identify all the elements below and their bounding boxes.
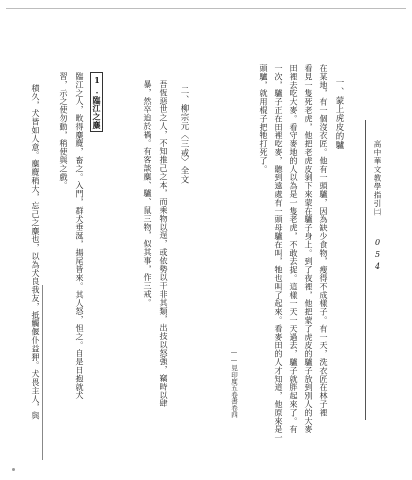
margin-rule: [42, 285, 43, 460]
section3-line: 積久，犬皆如人意。麋麑稍大，忘己之麋也，以為犬良我友，抵觸偃仆益狎。犬畏主人，與: [31, 84, 40, 420]
section1-line: 看見一隻死老虎，他把老虎皮剝下來蒙在驢子身上。到了夜裡，他把蒙了虎皮的驢子放到別人的大麥: [304, 64, 313, 434]
section2-line: 吾恆惡世之人，不知推己之本，而乘物以逞，或依勢以干非其類，出技以怒強，竊時以肆: [159, 80, 168, 408]
section2-heading: 二、柳宗元〈三戒〉全文: [179, 86, 189, 184]
section1-line: 一次，驢子正在田裡吃麥，聽到遠處有一頭母驢在叫，牠也叫了起來。看麥田的人才知道，他原來是一: [274, 64, 283, 442]
section1-line: 田裡去吃大麥。看守麥地的人以為是一隻老虎，不敢去捉。這樣一天一天過去，驢子就胖起來了。有: [289, 64, 298, 434]
section1-line: 在某地，有一個沒衣匠。他有一頭驢，因為缺少食物，瘦得不成樣子。有一天，洗衣匠在林子裡: [319, 64, 328, 417]
section3-line: 臨江之人，畋得麋麑，畜之。入門，群犬垂涎，揚尾皆來。其人怒，怛之。自是日抱就犬: [75, 72, 84, 400]
book-title: 高中華文教學指引㈡: [373, 140, 382, 217]
section3-heading: 1.臨江之麋: [90, 72, 103, 132]
section1-source: ——見印度五卷書卷四: [230, 348, 238, 418]
margin-dot: [12, 468, 15, 471]
sidebar-divider: [365, 120, 366, 420]
section1-heading: 一、蒙上虎皮的驢: [334, 78, 344, 150]
section2-line: 暴，然卒迨於禍。有客談麋、驢、鼠三物，似其事，作三戒。: [143, 80, 152, 307]
page-number: 054: [373, 238, 382, 274]
section1-line: 頭驢，就用棍子把牠打死了。: [259, 64, 268, 174]
top-border-line: [6, 8, 406, 9]
section3-line: 習，示之使勿動，稍使與之戲。: [59, 72, 68, 190]
